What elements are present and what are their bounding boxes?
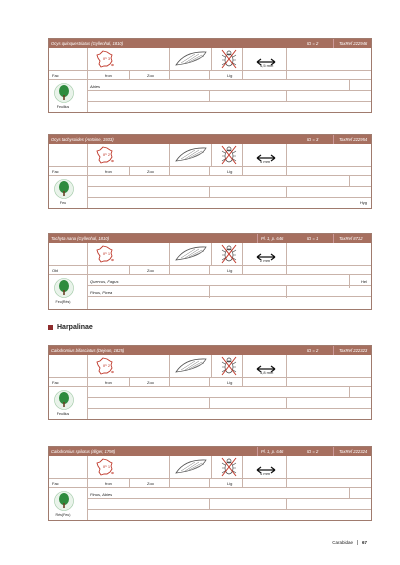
species-card — [48, 134, 372, 209]
trait-label: Lig — [227, 268, 233, 273]
host-trees-secondary: Pinus, Picea — [90, 290, 113, 295]
ecology-code: Hyg — [359, 200, 367, 205]
trait-labels-row — [49, 266, 371, 275]
host-trees-primary: Pinus, Abies — [90, 492, 113, 497]
trait-label: Fac — [52, 169, 59, 174]
trait-labels-row — [49, 479, 371, 488]
size-arrow-icon — [256, 360, 276, 378]
taxref-value: TaxRef 222323 — [339, 348, 368, 353]
icon-row — [49, 456, 371, 479]
species-name: Calodromius spilotus (Illiger, 1798) — [51, 449, 116, 454]
card-header — [49, 346, 371, 355]
plate-reference: Pl. 1, p. 646 — [261, 449, 284, 454]
host-trees-primary: Abies — [90, 84, 101, 89]
ip-value: IP 2 — [103, 363, 111, 368]
trait-label: Fac — [52, 73, 59, 78]
trait-label: fron — [105, 169, 112, 174]
habitat-label: Feuillus — [56, 412, 70, 416]
habitat-block — [49, 80, 371, 112]
wing-icon — [175, 50, 207, 73]
habitat-label: Feu — [59, 201, 67, 205]
body-length: 3,8 mm — [260, 370, 274, 375]
france-map-icon — [95, 357, 115, 380]
footer-label: Carabidae — [332, 540, 353, 545]
card-header — [49, 447, 371, 456]
taxref-value: TaxRef 222954 — [339, 137, 368, 142]
habitat-label: Feu(Rés) — [55, 300, 71, 304]
body-length: 5 mm — [260, 159, 270, 164]
france-map-icon — [95, 458, 115, 481]
size-arrow-icon — [256, 53, 276, 71]
trait-label: Zoo — [147, 380, 154, 385]
habitat-block — [49, 275, 371, 309]
wing-icon — [175, 458, 207, 481]
wing-icon — [175, 245, 207, 268]
ip-value: IP 3 — [103, 56, 111, 61]
species-card — [48, 38, 372, 113]
trait-label: Fac — [52, 380, 59, 385]
trait-label: Zoo — [147, 268, 154, 273]
body-length: 2 mm — [260, 258, 270, 263]
id-value: ID = 3 — [307, 137, 319, 142]
size-arrow-icon — [256, 461, 276, 479]
size-arrow-icon — [256, 149, 276, 167]
id-value: ID = 1 — [307, 236, 319, 241]
card-header — [49, 234, 371, 243]
trait-label: Lig — [227, 380, 233, 385]
ip-value: IP 2 — [103, 152, 111, 157]
trait-label: Lig — [227, 481, 233, 486]
body-length: 4,5 mm — [260, 63, 274, 68]
trait-label: Zoo — [147, 73, 154, 78]
species-name: Tachyta nana (Gyllenhal, 1810) — [51, 236, 110, 241]
species-card — [48, 233, 372, 310]
france-map-icon — [95, 146, 115, 169]
habitat-label: Feuillus — [56, 105, 70, 109]
ip-value: IP 1 — [103, 464, 111, 469]
card-header — [49, 39, 371, 48]
trait-labels-row — [49, 167, 371, 176]
trait-label: Zoo — [147, 481, 154, 486]
trait-label: Lig — [227, 73, 233, 78]
wing-icon — [175, 357, 207, 380]
trait-label: fron — [105, 380, 112, 385]
wing-icon — [175, 146, 207, 169]
species-name: Ocys tachysoides (Antoine, 1933) — [51, 137, 114, 142]
species-card — [48, 345, 372, 420]
trait-label: fron — [105, 73, 112, 78]
trait-label: Fac — [52, 481, 59, 486]
icon-row — [49, 48, 371, 71]
card-header — [49, 135, 371, 144]
habitat-label: Rés(Feu) — [55, 513, 71, 517]
trait-label: Zoo — [147, 169, 154, 174]
icon-row — [49, 243, 371, 266]
trait-label: Obl — [52, 268, 59, 273]
icon-row — [49, 355, 371, 378]
habitat-block — [49, 488, 371, 520]
trait-label: fron — [105, 481, 112, 486]
section-heading — [48, 324, 93, 331]
id-value: ID = 2 — [307, 449, 319, 454]
trait-label: Lig — [227, 169, 233, 174]
species-name: Calodromius bifasciatus (Dejean, 1825) — [51, 348, 125, 353]
plate-reference: Pl. 1, p. 646 — [261, 236, 284, 241]
habitat-block — [49, 176, 371, 208]
body-length: 4 mm — [260, 471, 270, 476]
trait-labels-row — [49, 71, 371, 80]
taxref-value: TaxRef 222946 — [339, 41, 368, 46]
page-footer — [332, 540, 367, 545]
id-value: ID = 2 — [307, 41, 319, 46]
species-card — [48, 446, 372, 521]
section-title: Harpalinae — [57, 324, 93, 331]
ip-value: IP 1 — [103, 251, 111, 256]
trait-labels-row — [49, 378, 371, 387]
size-arrow-icon — [256, 248, 276, 266]
page-number: 67 — [357, 540, 367, 545]
species-name: Ocys quinquestriatus (Gyllenhal, 1810) — [51, 41, 124, 46]
icon-row — [49, 144, 371, 167]
host-trees-primary: Quercus, Fagus — [90, 279, 119, 284]
section-marker — [48, 325, 53, 330]
id-value: ID = 2 — [307, 348, 319, 353]
habitat-block — [49, 387, 371, 419]
ecology-code: Hel — [360, 279, 367, 284]
france-map-icon — [95, 245, 115, 268]
taxref-value: TaxRef 8712 — [339, 236, 363, 241]
taxref-value: TaxRef 222324 — [339, 449, 368, 454]
france-map-icon — [95, 50, 115, 73]
